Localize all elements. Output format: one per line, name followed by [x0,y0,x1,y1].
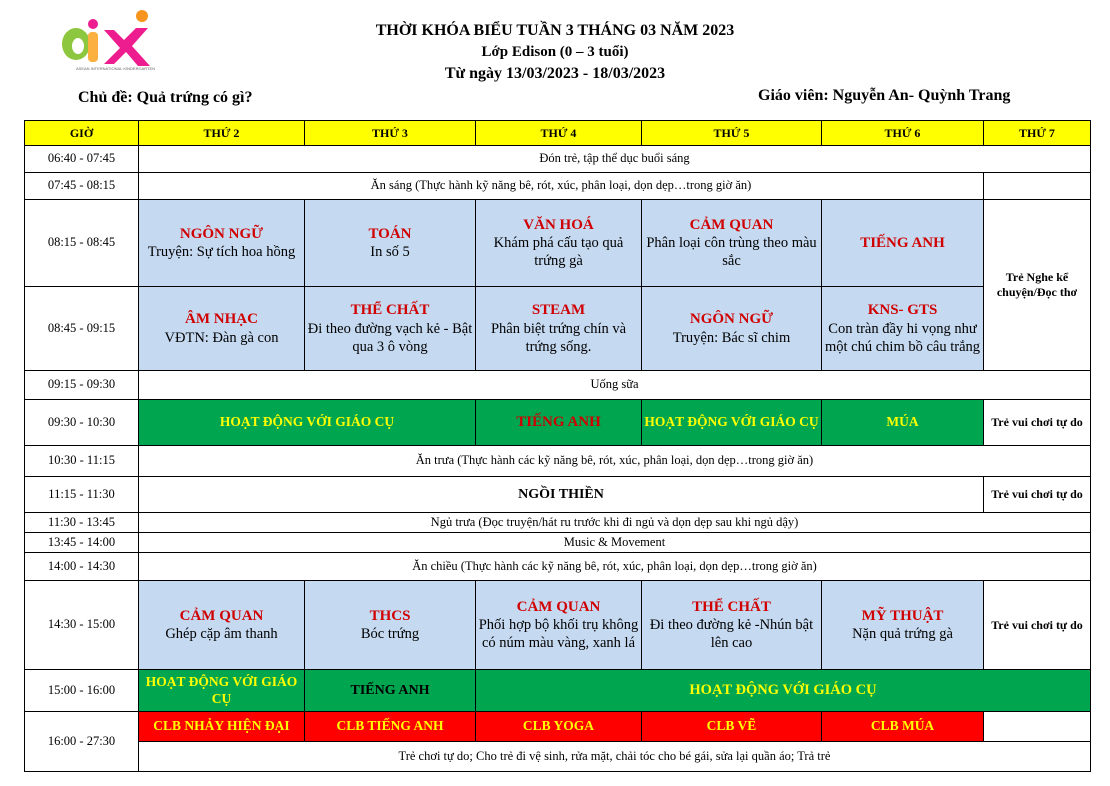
activity-cell: HOẠT ĐỘNG VỚI GIÁO CỤ [139,400,476,446]
table-row [25,287,1091,371]
col-header-sat: THỨ 7 [984,121,1091,146]
activity-cell: NGỒI THIỀN [139,477,984,513]
subject-name: CẢM QUAN [179,607,264,624]
lesson-cell [476,287,642,371]
activity-cell: Ngủ trưa (Đọc truyện/hát ru trước khi đi ngủ và dọn dẹp sau khi ngủ dậy) [139,513,1091,533]
lesson-cell [642,581,822,670]
lesson-cell [476,200,642,287]
activity-cell: Ăn chiều (Thực hành các kỹ năng bê, rót, xúc, phân loại, dọn dẹp…trong giờ ăn) [139,553,1091,581]
theme-label: Chủ đề: Quả trứng có gì? [78,89,253,106]
subject-name: ÂM NHẠC [185,311,258,328]
subject-name: THỂ CHẤT [692,598,771,615]
lesson-cell [822,200,984,287]
svg-text:ASEAN INTERNATIONAL KINDERGART: ASEAN INTERNATIONAL KINDERGARTEN [76,66,156,71]
time-cell: 11:15 - 11:30 [25,477,139,513]
empty-cell [984,173,1091,200]
club-cell: CLB MÚA [822,712,984,742]
empty-cell [984,712,1091,742]
lesson-desc: VĐTN: Đàn gà con [164,329,279,346]
table-row [25,533,1091,553]
club-cell: CLB TIẾNG ANH [305,712,476,742]
table-row [25,712,1091,742]
time-cell: 06:40 - 07:45 [25,146,139,173]
lesson-desc: Bóc trứng [360,626,420,643]
time-cell: 08:45 - 09:15 [25,287,139,371]
saturday-cell: Trẻ Nghe kể chuyện/Đọc thơ [984,200,1091,371]
activity-cell: Trẻ chơi tự do; Cho trẻ đi vệ sinh, rửa mặt, chải tóc cho bé gái, sửa lại quần áo; Trả trẻ [139,742,1091,772]
school-logo [58,8,158,78]
lesson-desc: Phối hợp bộ khối trụ không có núm màu vàng, xanh lá [478,617,639,652]
table-row [25,146,1091,173]
lesson-desc: Phân loại côn trùng theo màu sắc [646,235,817,270]
activity-cell: HOẠT ĐỘNG VỚI GIÁO CỤ [476,670,1091,712]
activity-cell: Ăn trưa (Thực hành các kỹ năng bê, rót, xúc, phân loại, dọn dẹp…trong giờ ăn) [139,446,1091,477]
subject-name: MỸ THUẬT [861,607,944,624]
lesson-cell [305,287,476,371]
table-header-row [25,121,1091,146]
subject-name: STEAM [531,302,586,318]
col-header-tue: THỨ 3 [305,121,476,146]
table-row [25,477,1091,513]
subject-name: NGÔN NGỮ [179,225,264,242]
col-header-time: GIỜ [25,121,139,146]
table-row [25,446,1091,477]
table-row [25,581,1091,670]
col-header-mon: THỨ 2 [139,121,305,146]
club-cell: CLB NHẢY HIỆN ĐẠI [139,712,305,742]
activity-cell: Ăn sáng (Thực hành kỹ năng bê, rót, xúc, phân loại, dọn dẹp…trong giờ ăn) [139,173,984,200]
lesson-desc: Nặn quả trứng gà [852,626,953,643]
club-cell: CLB YOGA [476,712,642,742]
club-cell: CLB VẼ [642,712,822,742]
table-row [25,200,1091,287]
activity-cell: Đón trẻ, tập thể dục buổi sáng [139,146,1091,173]
activity-cell: Uống sữa [139,371,1091,400]
class-name: Lớp Edison (0 – 3 tuổi) [481,44,629,60]
saturday-cell: Trẻ vui chơi tự do [984,477,1091,513]
activity-cell: Music & Movement [139,533,1091,553]
activity-cell: MÚA [822,400,984,446]
date-range: Từ ngày 13/03/2023 - 18/03/2023 [444,65,666,82]
lesson-cell [139,200,305,287]
activity-cell: TIẾNG ANH [476,400,642,446]
lesson-desc: Ghép cặp âm thanh [165,626,278,643]
table-row [25,400,1091,446]
time-cell: 10:30 - 11:15 [25,446,139,477]
lesson-desc: Khám phá cấu tạo quả trứng gà [493,235,624,270]
time-cell: 15:00 - 16:00 [25,670,139,712]
lesson-cell [822,581,984,670]
saturday-cell: Trẻ vui chơi tự do [984,581,1091,670]
time-cell: 08:15 - 08:45 [25,200,139,287]
time-cell: 14:00 - 14:30 [25,553,139,581]
subject-name: CẢM QUAN [516,598,601,615]
lesson-desc: Truyện: Sự tích hoa hồng [147,244,296,261]
col-header-fri: THỨ 6 [822,121,984,146]
lesson-desc: Đi theo đường kẻ -Nhún bật lên cao [649,617,814,652]
lesson-cell [139,287,305,371]
col-header-wed: THỨ 4 [476,121,642,146]
lesson-cell [642,200,822,287]
time-cell: 09:15 - 09:30 [25,371,139,400]
col-header-thu: THỨ 5 [642,121,822,146]
lesson-desc: Đi theo đường vạch kẻ - Bật qua 3 ô vòng [307,320,473,355]
table-row [25,173,1091,200]
table-row [25,513,1091,533]
lesson-desc: In số 5 [370,244,410,261]
lesson-desc: Con tràn đầy hi vọng như một chú chim bồ câu trắng [824,320,981,355]
activity-cell: HOẠT ĐỘNG VỚI GIÁO CỤ [139,670,305,712]
time-cell: 14:30 - 15:00 [25,581,139,670]
time-cell: 11:30 - 13:45 [25,513,139,533]
saturday-cell: Trẻ vui chơi tự do [984,400,1091,446]
lesson-cell [305,581,476,670]
teacher-label: Giáo viên: Nguyễn An- Quỳnh Trang [758,87,1011,104]
activity-cell: TIẾNG ANH [305,670,476,712]
time-cell: 07:45 - 08:15 [25,173,139,200]
subject-name: KNS- GTS [867,302,938,318]
time-cell: 13:45 - 14:00 [25,533,139,553]
subject-name: THCS [369,607,411,624]
table-row [25,371,1091,400]
activity-cell: HOẠT ĐỘNG VỚI GIÁO CỤ [642,400,822,446]
lesson-desc: Phân biệt trứng chín và trứng sống. [490,320,627,355]
time-cell: 16:00 - 27:30 [25,712,139,772]
timetable [24,120,1091,772]
lesson-desc: Truyện: Bác sĩ chim [672,329,791,346]
lesson-cell [476,581,642,670]
table-row [25,742,1091,772]
lesson-cell [139,581,305,670]
subject-name: TOÁN [368,225,412,242]
lesson-cell [305,200,476,287]
schedule-title: THỜI KHÓA BIỂU TUẦN 3 THÁNG 03 NĂM 2023 [375,22,735,39]
time-cell: 09:30 - 10:30 [25,400,139,446]
subject-name: THỂ CHẤT [350,302,430,318]
subject-name: VĂN HOÁ [523,216,594,233]
lesson-cell [642,287,822,371]
table-row [25,670,1091,712]
table-row [25,553,1091,581]
subject-name: TIẾNG ANH [860,234,945,251]
lesson-cell [822,287,984,371]
subject-name: NGÔN NGỮ [689,311,774,328]
subject-name: CẢM QUAN [689,216,774,233]
